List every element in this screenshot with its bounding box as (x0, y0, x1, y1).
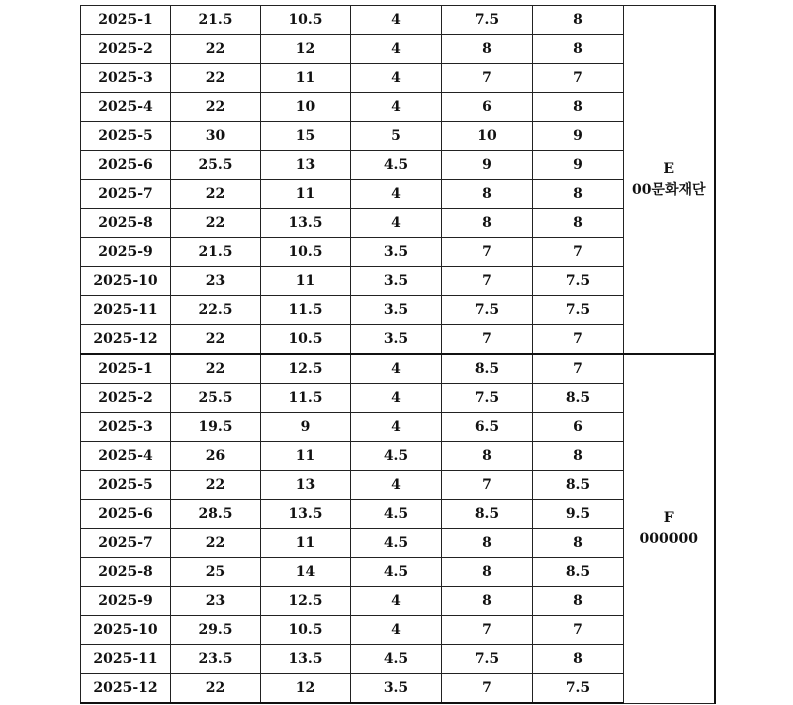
score-3-cell: 8 (442, 529, 533, 558)
table-row (81, 645, 715, 674)
score-1-cell: 13.5 (261, 645, 351, 674)
period-cell: 2025-8 (81, 209, 171, 238)
score-3-cell: 8.5 (442, 500, 533, 529)
score-total-cell: 22 (171, 529, 261, 558)
score-2-cell: 4.5 (351, 500, 442, 529)
score-1-cell: 10.5 (261, 616, 351, 645)
score-total-cell: 19.5 (171, 413, 261, 442)
score-2-cell: 3.5 (351, 325, 442, 355)
table-row (81, 209, 715, 238)
score-1-cell: 10.5 (261, 325, 351, 355)
score-4-cell: 8 (533, 180, 624, 209)
organization-code: E (663, 160, 675, 177)
score-4-cell: 7 (533, 325, 624, 355)
score-3-cell: 7 (442, 674, 533, 704)
score-3-cell: 6.5 (442, 413, 533, 442)
table-row (81, 6, 715, 35)
score-1-cell: 9 (261, 413, 351, 442)
table-row (81, 180, 715, 209)
table-row (81, 238, 715, 267)
score-2-cell: 3.5 (351, 267, 442, 296)
score-3-cell: 7.5 (442, 384, 533, 413)
score-table (80, 5, 716, 704)
score-total-cell: 22 (171, 471, 261, 500)
score-total-cell: 30 (171, 122, 261, 151)
score-total-cell: 21.5 (171, 238, 261, 267)
score-1-cell: 13.5 (261, 500, 351, 529)
score-1-cell: 13 (261, 151, 351, 180)
score-4-cell: 7 (533, 616, 624, 645)
table-row (81, 64, 715, 93)
score-total-cell: 22 (171, 35, 261, 64)
score-3-cell: 7.5 (442, 296, 533, 325)
score-total-cell: 22.5 (171, 296, 261, 325)
score-2-cell: 3.5 (351, 296, 442, 325)
period-cell: 2025-2 (81, 384, 171, 413)
period-cell: 2025-7 (81, 529, 171, 558)
score-1-cell: 11 (261, 267, 351, 296)
score-2-cell: 4 (351, 209, 442, 238)
table-row (81, 151, 715, 180)
score-total-cell: 22 (171, 674, 261, 704)
score-3-cell: 8 (442, 587, 533, 616)
score-3-cell: 9 (442, 151, 533, 180)
score-total-cell: 22 (171, 354, 261, 384)
score-4-cell: 8.5 (533, 384, 624, 413)
score-4-cell: 8 (533, 442, 624, 471)
table-row (81, 354, 715, 384)
score-4-cell: 7.5 (533, 267, 624, 296)
score-2-cell: 4 (351, 64, 442, 93)
table-row (81, 122, 715, 151)
score-4-cell: 9 (533, 122, 624, 151)
score-3-cell: 7 (442, 267, 533, 296)
score-1-cell: 15 (261, 122, 351, 151)
score-2-cell: 4.5 (351, 442, 442, 471)
score-4-cell: 8.5 (533, 558, 624, 587)
score-1-cell: 11.5 (261, 384, 351, 413)
score-3-cell: 7.5 (442, 645, 533, 674)
score-total-cell: 22 (171, 325, 261, 355)
score-2-cell: 4 (351, 93, 442, 122)
table-row (81, 616, 715, 645)
period-cell: 2025-8 (81, 558, 171, 587)
score-2-cell: 5 (351, 122, 442, 151)
score-total-cell: 22 (171, 180, 261, 209)
score-4-cell: 8 (533, 6, 624, 35)
score-3-cell: 10 (442, 122, 533, 151)
period-cell: 2025-9 (81, 587, 171, 616)
score-4-cell: 7 (533, 354, 624, 384)
score-3-cell: 8 (442, 180, 533, 209)
score-3-cell: 8 (442, 209, 533, 238)
score-3-cell: 7 (442, 471, 533, 500)
score-3-cell: 6 (442, 93, 533, 122)
score-total-cell: 23.5 (171, 645, 261, 674)
score-2-cell: 3.5 (351, 238, 442, 267)
organization-cell (624, 6, 715, 355)
score-total-cell: 26 (171, 442, 261, 471)
table-row (81, 325, 715, 355)
score-total-cell: 22 (171, 64, 261, 93)
table-row (81, 558, 715, 587)
table-row (81, 35, 715, 64)
score-1-cell: 10.5 (261, 6, 351, 35)
score-total-cell: 29.5 (171, 616, 261, 645)
table-row (81, 674, 715, 704)
table-row (81, 93, 715, 122)
score-2-cell: 4 (351, 35, 442, 64)
score-3-cell: 8 (442, 442, 533, 471)
organization-name: 000000 (639, 530, 698, 547)
score-2-cell: 4.5 (351, 529, 442, 558)
score-1-cell: 11 (261, 529, 351, 558)
period-cell: 2025-4 (81, 93, 171, 122)
score-total-cell: 22 (171, 209, 261, 238)
period-cell: 2025-3 (81, 64, 171, 93)
score-2-cell: 4 (351, 6, 442, 35)
score-2-cell: 4 (351, 384, 442, 413)
score-1-cell: 13.5 (261, 209, 351, 238)
score-1-cell: 11 (261, 180, 351, 209)
table-row (81, 500, 715, 529)
score-3-cell: 7 (442, 238, 533, 267)
score-3-cell: 8.5 (442, 354, 533, 384)
score-4-cell: 7 (533, 64, 624, 93)
score-4-cell: 6 (533, 413, 624, 442)
score-2-cell: 4 (351, 471, 442, 500)
score-total-cell: 22 (171, 93, 261, 122)
period-cell: 2025-11 (81, 296, 171, 325)
period-cell: 2025-10 (81, 616, 171, 645)
score-4-cell: 9 (533, 151, 624, 180)
score-3-cell: 7 (442, 616, 533, 645)
score-4-cell: 7 (533, 238, 624, 267)
score-1-cell: 11 (261, 64, 351, 93)
table-row (81, 384, 715, 413)
table-row (81, 529, 715, 558)
score-total-cell: 25.5 (171, 151, 261, 180)
organization-name: 00문화재단 (631, 181, 706, 198)
score-1-cell: 12 (261, 35, 351, 64)
score-2-cell: 4 (351, 616, 442, 645)
score-total-cell: 21.5 (171, 6, 261, 35)
period-cell: 2025-5 (81, 471, 171, 500)
score-1-cell: 11 (261, 442, 351, 471)
score-2-cell: 4 (351, 587, 442, 616)
table-row (81, 471, 715, 500)
table-row (81, 587, 715, 616)
period-cell: 2025-4 (81, 442, 171, 471)
table-row (81, 413, 715, 442)
score-4-cell: 8.5 (533, 471, 624, 500)
score-1-cell: 11.5 (261, 296, 351, 325)
score-4-cell: 9.5 (533, 500, 624, 529)
score-total-cell: 23 (171, 267, 261, 296)
score-3-cell: 8 (442, 35, 533, 64)
score-1-cell: 12 (261, 674, 351, 704)
period-cell: 2025-2 (81, 35, 171, 64)
score-2-cell: 3.5 (351, 674, 442, 704)
table-row (81, 442, 715, 471)
organization-code: F (663, 509, 674, 526)
score-3-cell: 7 (442, 64, 533, 93)
period-cell: 2025-10 (81, 267, 171, 296)
score-1-cell: 13 (261, 471, 351, 500)
period-cell: 2025-1 (81, 354, 171, 384)
score-3-cell: 7.5 (442, 6, 533, 35)
score-3-cell: 7 (442, 325, 533, 355)
score-2-cell: 4.5 (351, 558, 442, 587)
score-2-cell: 4 (351, 413, 442, 442)
period-cell: 2025-1 (81, 6, 171, 35)
score-4-cell: 8 (533, 93, 624, 122)
score-2-cell: 4 (351, 180, 442, 209)
period-cell: 2025-5 (81, 122, 171, 151)
period-cell: 2025-6 (81, 151, 171, 180)
score-1-cell: 12.5 (261, 354, 351, 384)
org-group (81, 354, 715, 703)
score-2-cell: 4.5 (351, 151, 442, 180)
score-1-cell: 10.5 (261, 238, 351, 267)
table-row (81, 267, 715, 296)
period-cell: 2025-6 (81, 500, 171, 529)
score-4-cell: 8 (533, 209, 624, 238)
score-4-cell: 8 (533, 587, 624, 616)
period-cell: 2025-11 (81, 645, 171, 674)
score-4-cell: 8 (533, 529, 624, 558)
score-1-cell: 14 (261, 558, 351, 587)
table-row (81, 296, 715, 325)
period-cell: 2025-3 (81, 413, 171, 442)
period-cell: 2025-12 (81, 325, 171, 355)
period-cell: 2025-7 (81, 180, 171, 209)
score-total-cell: 25 (171, 558, 261, 587)
org-group (81, 6, 715, 355)
score-total-cell: 23 (171, 587, 261, 616)
organization-cell (624, 354, 715, 703)
score-2-cell: 4.5 (351, 645, 442, 674)
score-total-cell: 25.5 (171, 384, 261, 413)
score-3-cell: 8 (442, 558, 533, 587)
score-1-cell: 12.5 (261, 587, 351, 616)
score-1-cell: 10 (261, 93, 351, 122)
period-cell: 2025-9 (81, 238, 171, 267)
score-4-cell: 7.5 (533, 674, 624, 704)
period-cell: 2025-12 (81, 674, 171, 704)
score-2-cell: 4 (351, 354, 442, 384)
score-4-cell: 8 (533, 35, 624, 64)
score-4-cell: 7.5 (533, 296, 624, 325)
score-4-cell: 8 (533, 645, 624, 674)
score-total-cell: 28.5 (171, 500, 261, 529)
